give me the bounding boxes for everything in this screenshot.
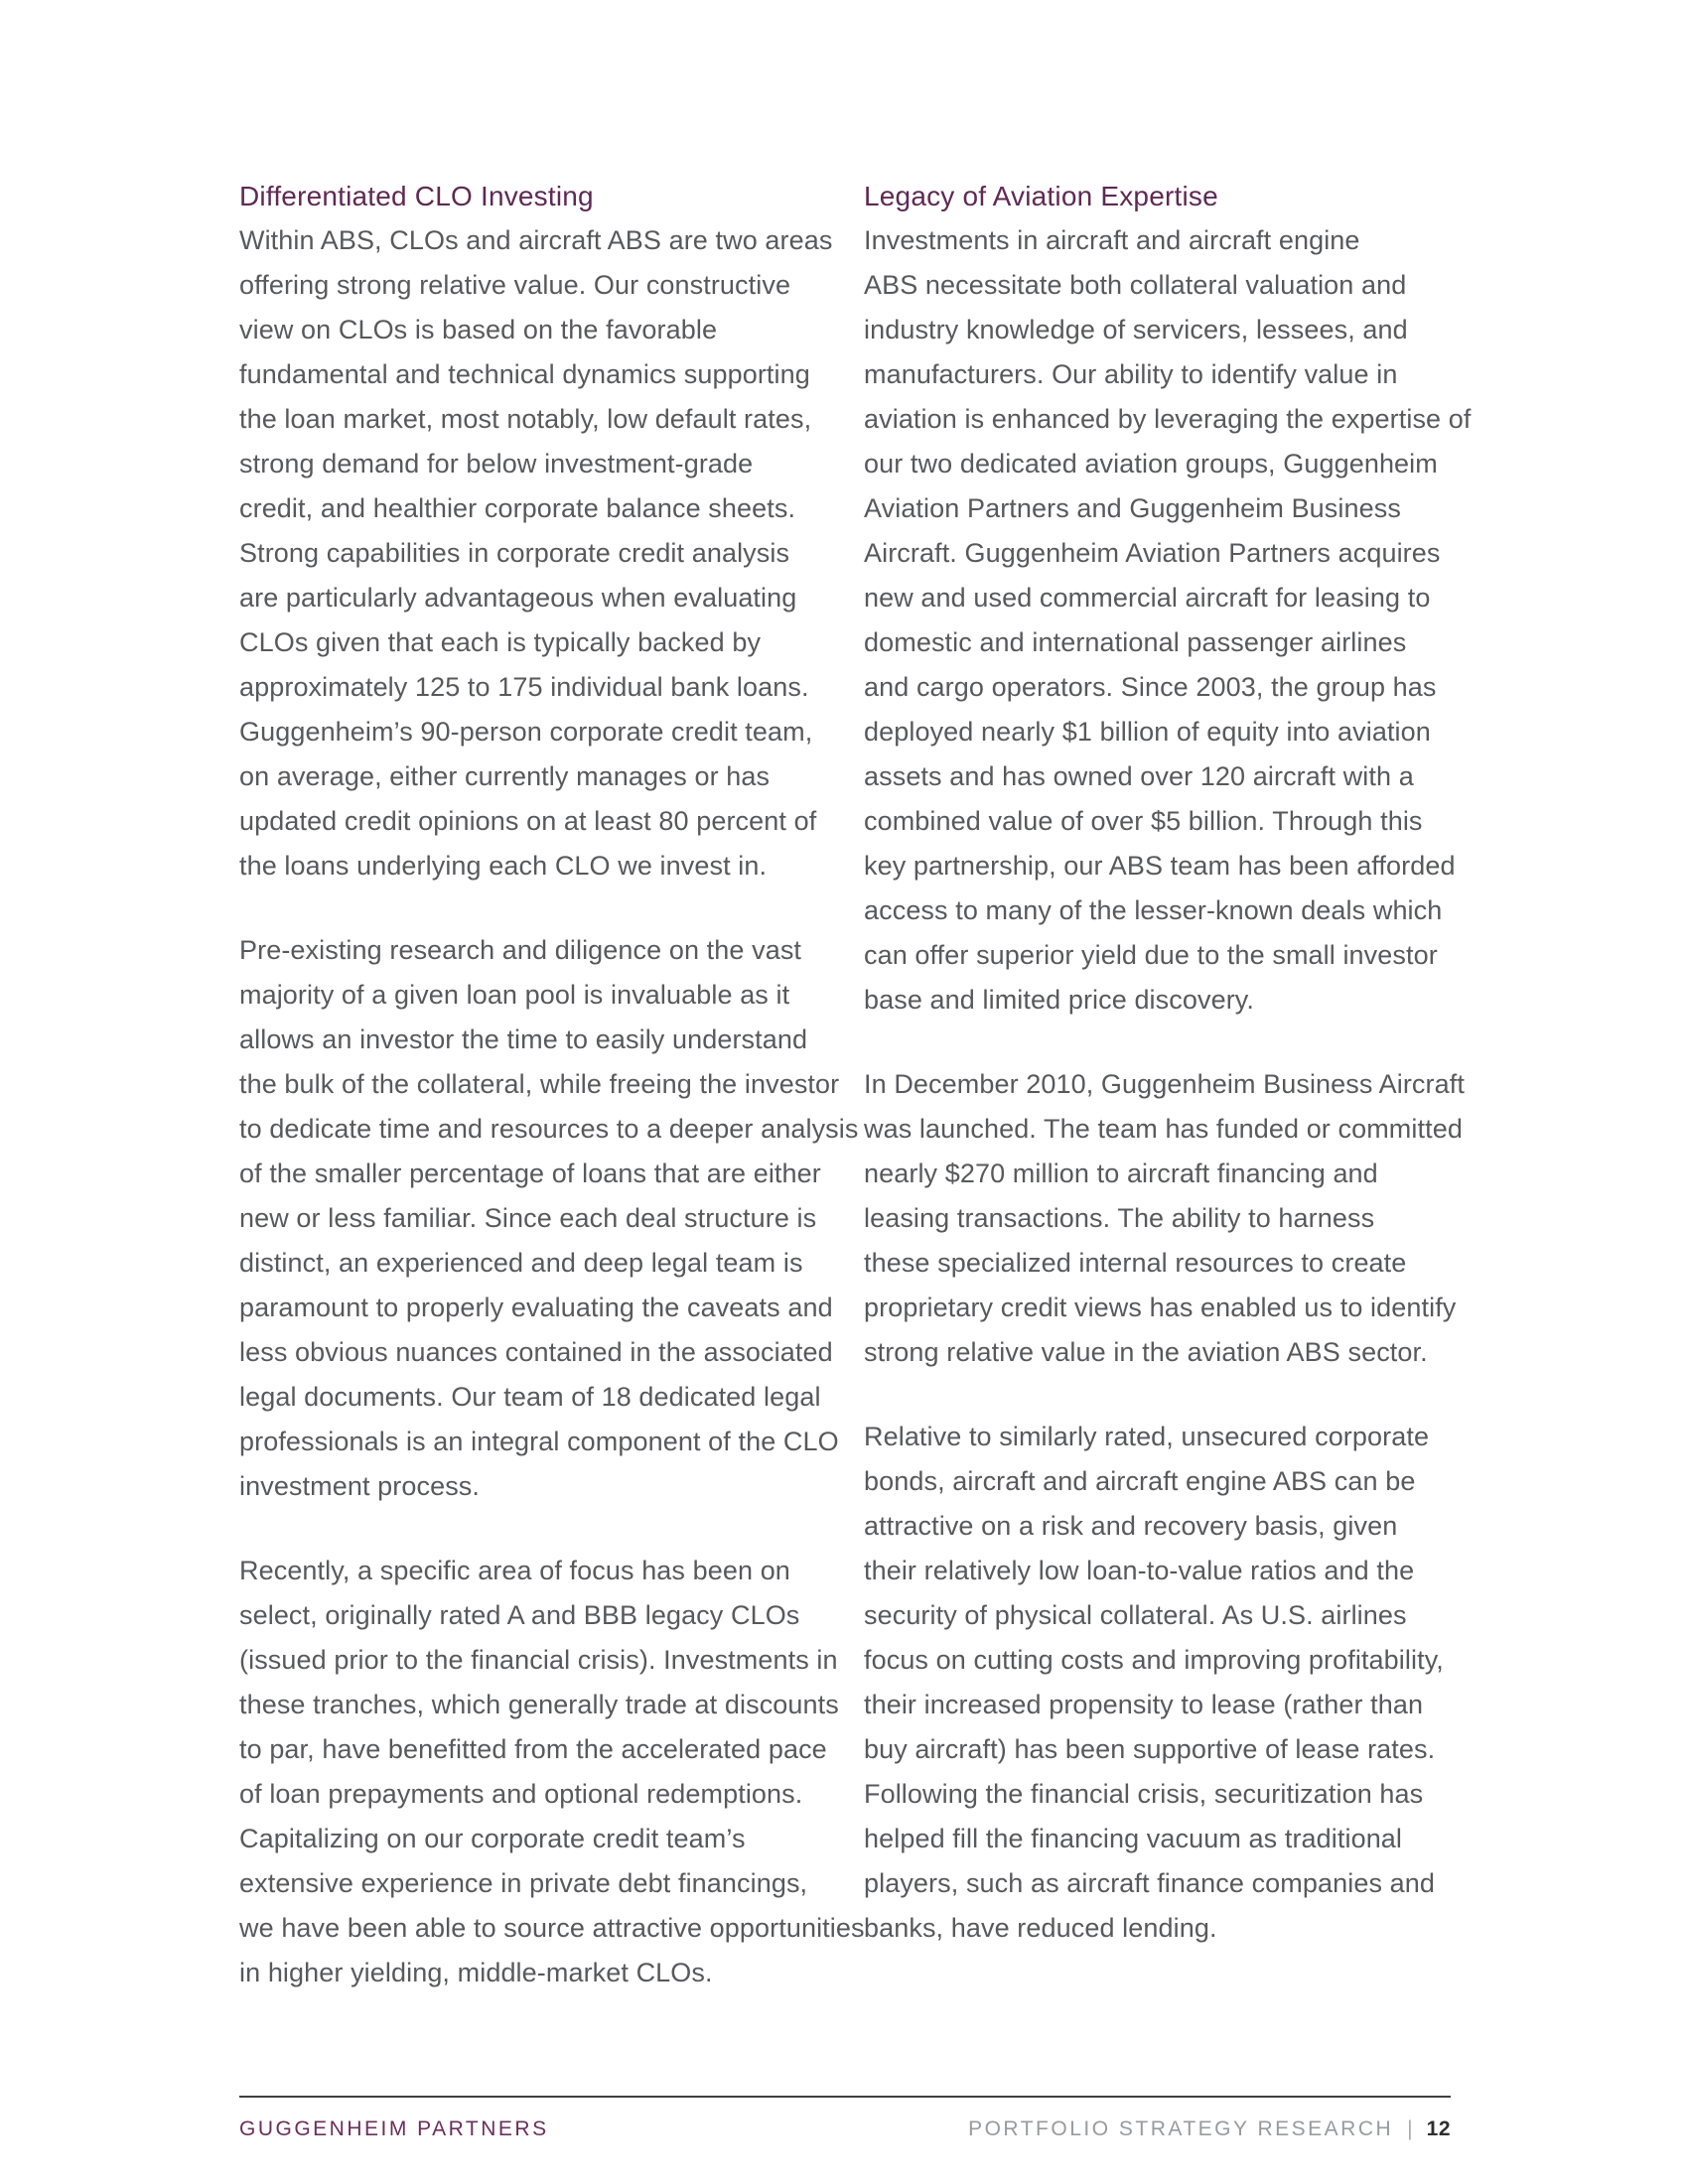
page-footer (239, 2116, 1451, 2142)
left-column (239, 174, 865, 2035)
paragraph: Relative to similarly rated, unsecured corporate bonds, aircraft and aircraft engine ABS can be attractive on a risk and recovery basis, given their relatively low loan-to-value ratios and the security of physical collateral. As U.S. airlines focus on cutting costs and improving profitability, their increased propensity to lease (rather than buy aircraft) has been supportive of lease rates. Following the financial crisis, securitization has helped fill the financing vacuum as traditional players, such as aircraft finance companies and banks, have reduced lending. (864, 1422, 1444, 1943)
paragraph: Investments in aircraft and aircraft engine ABS necessitate both collateral valuation and industry knowledge of servicers, lessees, and manufacturers. Our ability to identify value in aviation is enhanced by leveraging the expertise of our two dedicated aviation groups, Guggenheim Aviation Partners and Guggenheim Business Aircraft. Guggenheim Aviation Partners acquires new and used commercial aircraft for leasing to domestic and international passenger airlines and cargo operators. Since 2003, the group has deployed nearly $1 billion of equity into aviation assets and has owned over 120 aircraft with a combined value of over $5 billion. Through this key partnership, our ABS team has been afforded access to many of the lesser-known deals which can offer superior yield due to the small investor base and limited price discovery. (864, 225, 1472, 1015)
footer-report-label: PORTFOLIO STRATEGY RESEARCH (968, 2117, 1394, 2140)
footer-divider-rule (239, 2096, 1451, 2098)
paragraph: Within ABS, CLOs and aircraft ABS are two areas offering strong relative value. Our constructive view on CLOs is based on the favorable fundamental and technical dynamics supporting the loan market, most notably, low default rates, strong demand for below investment-grade credit, and healthier corporate balance sheets. Strong capabilities in corporate credit analysis are particularly advantageous when evaluating CLOs given that each is typically backed by approximately 125 to 175 individual bank loans. Guggenheim’s 90-person corporate credit team, on average, either currently manages or has updated credit opinions on at least 80 percent of the loans underlying each CLO we invest in. (239, 225, 833, 881)
paragraph: Pre-existing research and diligence on the vast majority of a given loan pool is invaluable as it allows an investor the time to easily understand the bulk of the collateral, while freeing the investor to dedicate time and resources to a deeper analysis of the smaller percentage of loans that are either new or less familiar. Since each deal structure is distinct, an experienced and deep legal team is paramount to properly evaluating the caveats and less obvious nuances contained in the associated legal documents. Our team of 18 dedicated legal professionals is an integral component of the CLO investment process. (239, 935, 859, 1501)
footer-brand: GUGGENHEIM PARTNERS (239, 2117, 549, 2140)
page-number: 12 (1426, 2117, 1451, 2140)
footer-right-group (968, 2116, 1451, 2142)
paragraph: In December 2010, Guggenheim Business Aircraft was launched. The team has funded or committed nearly $270 million to aircraft financing and leasing transactions. The ability to harness these specialized internal resources to create proprietary credit views has enabled us to identify strong relative value in the aviation ABS sector. (864, 1069, 1465, 1367)
section-heading-aviation: Legacy of Aviation Expertise (864, 181, 1218, 211)
right-column (864, 174, 1472, 1990)
section-heading-clo: Differentiated CLO Investing (239, 181, 594, 211)
paragraph: Recently, a specific area of focus has been on select, originally rated A and BBB legacy CLOs (issued prior to the financial crisis). Investments in these tranches, which generally trade at discounts to par, have benefitted from the accelerated pace of loan prepayments and optional redemptions. Capitalizing on our corporate credit team’s extensive experience in private debt financings, we have been able to source attractive opportunities in higher yielding, middle-market CLOs. (239, 1556, 865, 1987)
footer-separator: | (1407, 2117, 1413, 2140)
